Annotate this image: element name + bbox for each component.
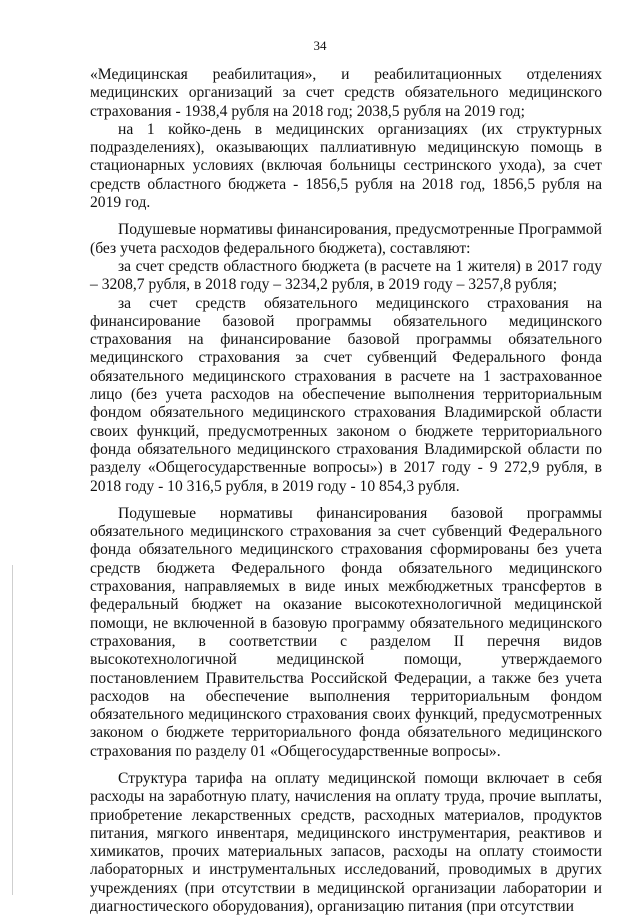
paragraph-per-capita-intro: Подушевые нормативы финансирования, предусмотренные Программой (без учета расходов федерального бюджета), составляют: (90, 221, 602, 257)
paragraph-rehabilitation-continuation: «Медицинская реабилитация», и реабилитационных отделениях медицинских организаций за счет средств обязательного медицинского страхования - 1938,4 рубля на 2018 год; 2038,5 рубля на 2019 год; (90, 66, 602, 120)
document-body (90, 66, 602, 916)
paragraph-oms-per-capita: за счет средств обязательного медицинского страхования на финансирование базовой программы обязательного медицинского страхования на финансирование базовой программы обязательного медицинского страхования за счет субвенций Федерального фонда обязательного медицинского страхования в расчете на 1 застрахованное лицо (без учета расходов на обеспечение выполнения территориальным фондом обязательного медицинского страхования Владимирской области своих функций, предусмотренных законом о бюджете территориального фонда обязательного медицинского страхования Владимирской области по разделу «Общегосударственные вопросы») в 2017 году - 9 272,9 рубля, в 2018 году - 10 316,5 рубля, в 2019 году - 10 854,3 рубля. (90, 294, 602, 495)
paragraph-regional-budget-per-capita: за счет средств областного бюджета (в расчете на 1 жителя) в 2017 году – 3208,7 рубля, в 2018 году – 3234,2 рубля, в 2019 году – 3257,8 рубля; (90, 257, 602, 294)
paragraph-palliative-bed-day: на 1 койко-день в медицинских организациях (их структурных подразделениях), оказывающих паллиативную медицинскую помощь в стационарных условиях (включая больницы сестринского ухода), за счет средств областного бюджета - 1856,5 рубля на 2018 год, 1856,5 рубля на 2019 год. (90, 120, 602, 212)
paragraph-tariff-structure: Структура тарифа на оплату медицинской помощи включает в себя расходы на заработную плату, начисления на оплату труда, прочие выплаты, приобретение лекарственных средств, расходных материалов, продуктов питания, мягкого инвентаря, медицинского инструментария, реактивов и химикатов, прочих материальных запасов, расходы на оплату стоимости лабораторных и инструментальных исследований, проводимых в других учреждениях (при отсутствии в медицинской организации лаборатории и диагностического оборудования), организацию питания (при отсутствии (90, 769, 602, 916)
scan-edge-line (12, 565, 13, 895)
page-number: 34 (313, 38, 327, 53)
paragraph-per-capita-formation: Подушевые нормативы финансирования базовой программы обязательного медицинского страхования за счет субвенций Федерального фонда обязательного медицинского страхования сформированы без учета средств бюджета Федерального фонда обязательного медицинского страхования, направляемых в виде иных межбюджетных трансфертов в федеральный бюджет на оказание высокотехнологичной медицинской помощи, не включенной в базовую программу обязательного медицинского страхования, в соответствии с разделом II перечня видов высокотехнологичной медицинской помощи, утверждаемого постановлением Правительства Российской Федерации, а также без учета расходов на обеспечение выполнения территориальным фондом обязательного медицинского страхования своих функций, предусмотренных законом о бюджете территориального фонда обязательного медицинского страхования по разделу 01 «Общегосударственные вопросы». (90, 504, 602, 760)
